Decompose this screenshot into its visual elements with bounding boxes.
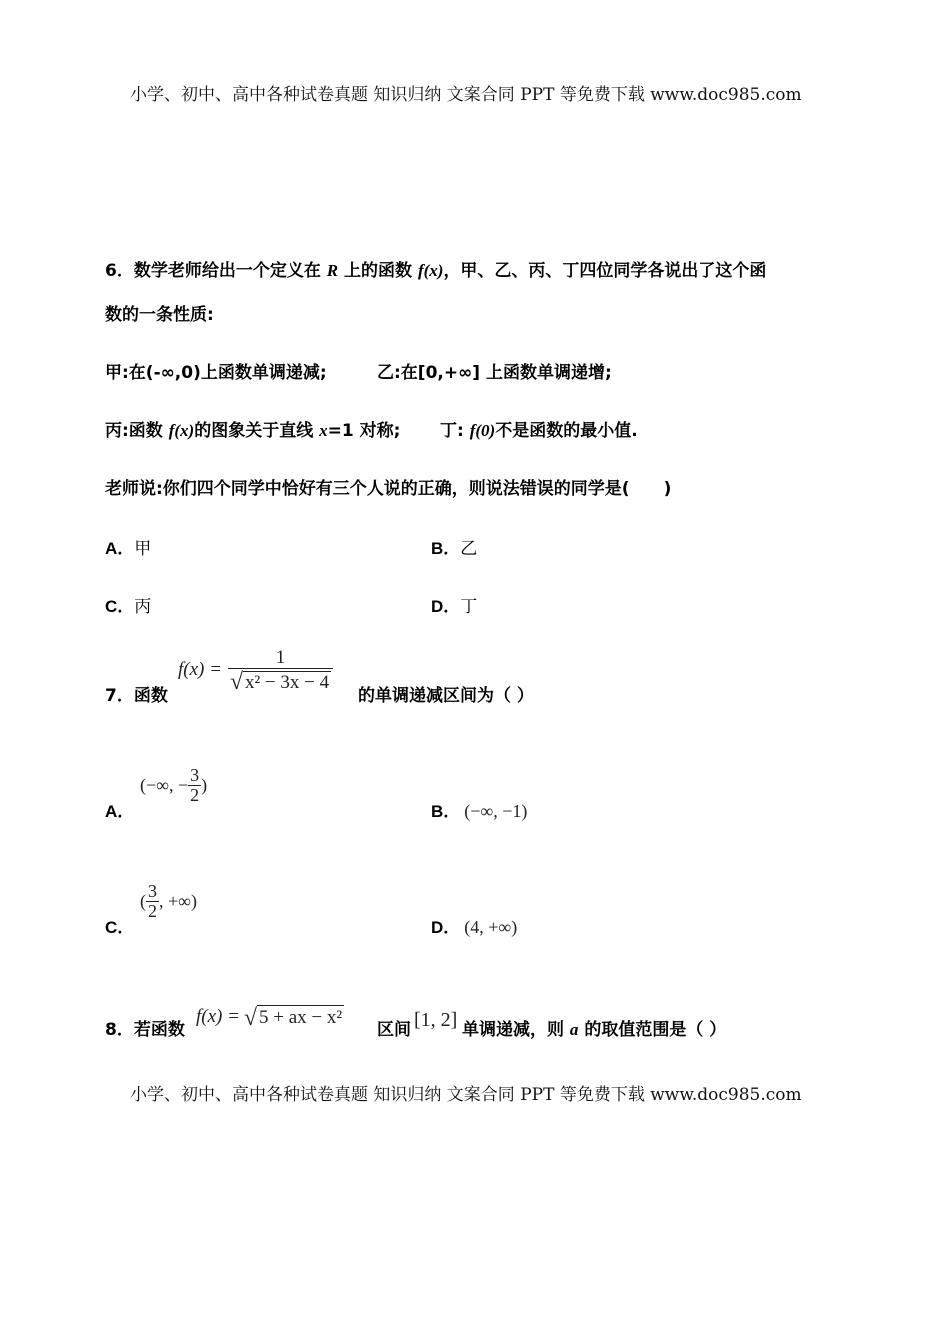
option-text: (4, +∞) <box>464 917 518 937</box>
q6-statement-ding <box>440 416 638 441</box>
q6-statement-bing <box>105 416 400 441</box>
sqrt-symbol: √ <box>229 668 243 695</box>
q6-teacher-statement: 老师说:你们四个同学中恰好有三个人说的正确，则说法错误的同学是( ) <box>105 479 672 499</box>
q6-line2: 数的一条性质: <box>105 305 214 325</box>
option-text: 甲 <box>134 539 152 559</box>
frac-num: 3 <box>190 765 200 785</box>
q6-option-b[interactable] <box>431 534 477 559</box>
q8-a: a <box>569 1020 579 1039</box>
q6-ding-f0: f(0) <box>469 421 496 440</box>
frac-num: 3 <box>148 881 157 901</box>
q6-statement-yi: 乙:在[0,+∞] 上函数单调递增; <box>377 363 612 383</box>
q8-mid: 区间 <box>377 1020 411 1040</box>
q7-option-a-label[interactable] <box>105 797 134 822</box>
option-letter: A． <box>105 539 135 558</box>
q6-bing-fx: f(x) <box>168 421 195 440</box>
option-c-fraction <box>146 882 159 921</box>
q8-sqrt <box>243 1005 344 1032</box>
q7-fraction <box>228 648 333 693</box>
q7-fraction-numerator: 1 <box>275 647 286 668</box>
sqrt-symbol: √ <box>243 1005 257 1032</box>
option-letter: B． <box>431 539 461 558</box>
q6-statement-jia: 甲:在(-∞,0)上函数单调递减; <box>105 363 327 383</box>
q8-suffix <box>462 1015 726 1040</box>
q6-option-a[interactable] <box>105 534 151 559</box>
q8-number: 8． <box>105 1020 134 1040</box>
q6-bing-b: 的图象关于直线 <box>194 421 320 441</box>
q6-text-c: ，甲、乙、丙、丁四位同学各说出了这个函 <box>443 261 767 281</box>
option-letter: D． <box>431 597 461 616</box>
q8-number-prefix <box>105 1015 185 1040</box>
option-letter: A． <box>105 802 135 821</box>
q6-R: R <box>326 261 339 280</box>
q8-suffix-a: 单调递减，则 <box>462 1020 570 1040</box>
option-letter: D． <box>431 918 461 937</box>
q6-ding-a: 丁: <box>440 421 470 441</box>
option-letter: C． <box>105 597 135 616</box>
q7-option-b[interactable] <box>431 797 527 822</box>
q6-text-a: 数学老师给出一个定义在 <box>133 261 327 281</box>
q7-option-c-label[interactable] <box>105 913 134 938</box>
q7-f-lhs: f(x) = <box>178 659 222 681</box>
page-footer: 小学、初中、高中各种试卷真题 知识归纳 文案合同 PPT 等免费下载 www.doc985.com <box>130 1085 802 1105</box>
q8-function-formula <box>196 1005 344 1032</box>
q6-number: 6． <box>105 261 134 281</box>
option-text: (−∞, −1) <box>464 801 528 821</box>
q6-fx: f(x) <box>417 261 444 280</box>
option-a-post: ) <box>201 774 208 795</box>
option-a-fraction <box>188 766 201 805</box>
q6-bing-x: x <box>319 421 328 440</box>
option-text: 丁 <box>460 597 478 617</box>
q7-option-a-value <box>140 766 207 805</box>
option-c-post: , +∞) <box>159 890 197 911</box>
q7-number-prefix <box>105 681 168 706</box>
option-text: 乙 <box>460 539 478 559</box>
q7-fraction-denominator <box>228 668 333 693</box>
option-letter: B． <box>431 802 461 821</box>
q8-radicand: 5 + ax − x² <box>258 1007 343 1028</box>
q7-function-formula <box>178 648 333 693</box>
q7-option-d[interactable] <box>431 913 517 938</box>
option-c-pre: ( <box>140 890 146 911</box>
q6-text-b: 上的函数 <box>338 261 418 281</box>
q6-line1 <box>105 256 766 281</box>
frac-den: 2 <box>190 784 200 805</box>
q8-suffix-b: 的取值范围是（ ） <box>578 1020 727 1040</box>
q7-sqrt <box>230 669 331 693</box>
q7-prefix: 函数 <box>133 686 168 706</box>
q7-radicand: x² − 3x − 4 <box>244 671 330 693</box>
option-letter: C． <box>105 918 135 937</box>
frac-den: 2 <box>148 900 157 921</box>
q8-f-lhs: f(x) = <box>196 1006 240 1027</box>
q8-interval: [1, 2] <box>414 1009 458 1031</box>
q7-number: 7． <box>105 686 134 706</box>
q6-option-c[interactable] <box>105 592 151 617</box>
option-a-pre: (−∞, − <box>140 774 189 795</box>
option-text: 丙 <box>134 597 152 617</box>
q8-prefix: 若函数 <box>133 1020 185 1040</box>
q6-bing-a: 丙:函数 <box>105 421 169 441</box>
q6-bing-c: =1 对称; <box>327 421 401 441</box>
q7-option-c-value <box>140 882 197 921</box>
page-header: 小学、初中、高中各种试卷真题 知识归纳 文案合同 PPT 等免费下载 www.doc985.com <box>130 85 802 105</box>
q6-ding-b: 不是函数的最小值. <box>495 421 638 441</box>
q7-suffix: 的单调递减区间为（ ） <box>358 686 534 706</box>
q6-option-d[interactable] <box>431 592 477 617</box>
